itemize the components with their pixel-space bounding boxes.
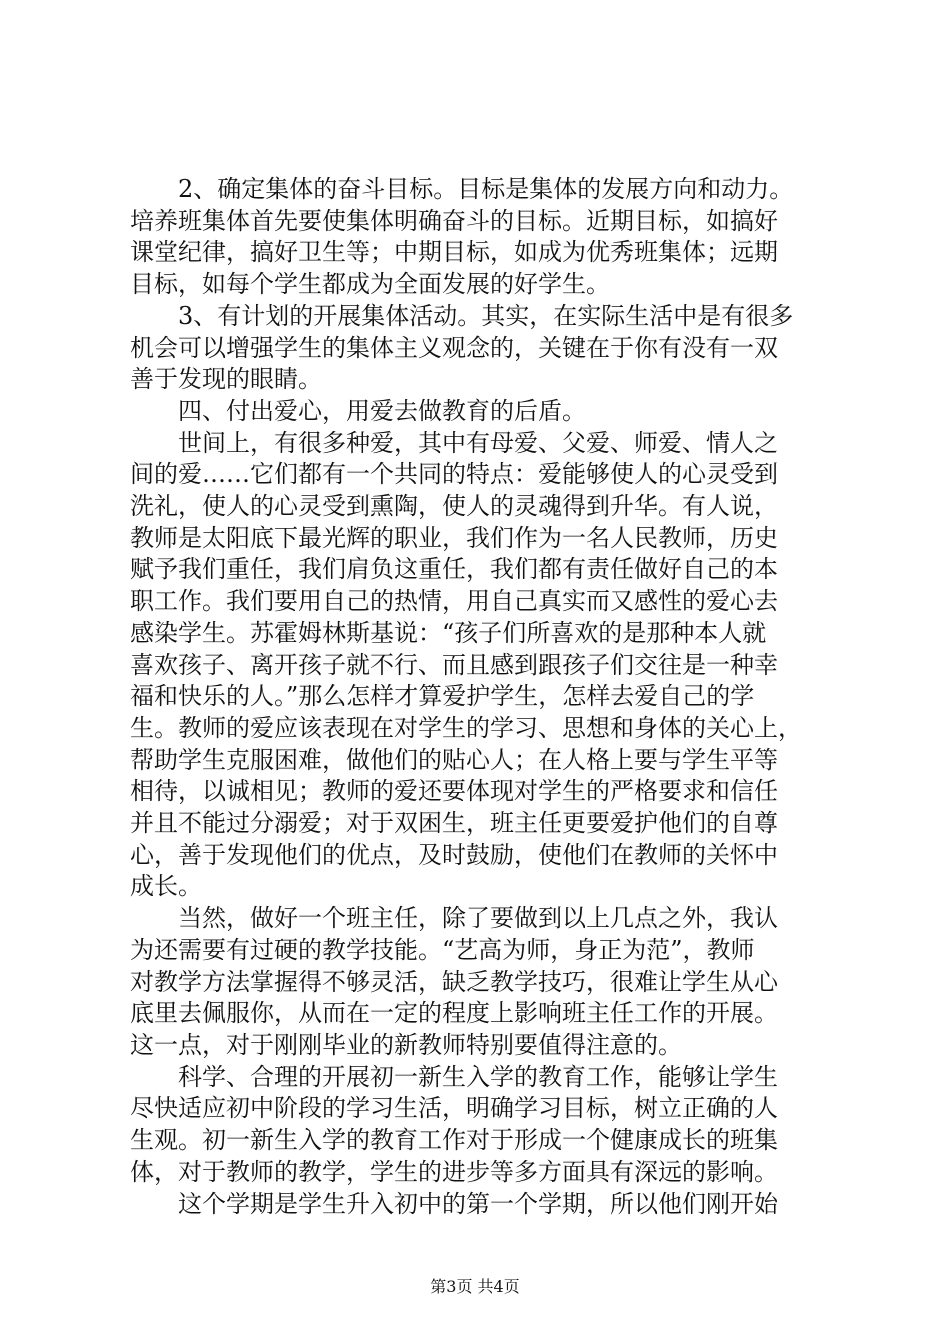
text-line: 赋予我们重任，我们肩负这重任，我们都有责任做好自己的本	[130, 555, 778, 584]
text-line: 目标，如每个学生都成为全面发展的好学生。	[130, 270, 610, 299]
paragraph	[130, 396, 830, 428]
paragraph	[130, 174, 830, 301]
paragraph	[130, 301, 830, 396]
body-text	[130, 174, 830, 1220]
paragraph	[130, 1189, 830, 1221]
text-line: 这个学期是学生升入初中的第一个学期，所以他们刚开始	[178, 1189, 778, 1218]
text-line: 3、有计划的开展集体活动。其实，在实际生活中是有很多	[178, 301, 794, 330]
text-line: 成长。	[130, 872, 202, 901]
text-line: 并且不能过分溺爱；对于双困生，班主任更要爱护他们的自尊	[130, 809, 778, 838]
text-line: 生。教师的爱应该表现在对学生的学习、思想和身体的关心上，	[130, 713, 802, 742]
text-line: 相待，以诚相见；教师的爱还要体现对学生的严格要求和信任	[130, 777, 778, 806]
text-line: 帮助学生克服困难，做他们的贴心人；在人格上要与学生平等	[130, 745, 778, 774]
text-line: 世间上，有很多种爱，其中有母爱、父爱、师爱、情人之	[178, 428, 778, 457]
text-line: 感染学生。苏霍姆林斯基说：“孩子们所喜欢的是那种本人就	[130, 618, 767, 647]
paragraph	[130, 903, 830, 1062]
text-line: 培养班集体首先要使集体明确奋斗的目标。近期目标，如搞好	[130, 206, 778, 235]
text-line: 职工作。我们要用自己的热情，用自己真实而又感性的爱心去	[130, 587, 778, 616]
text-line: 2、确定集体的奋斗目标。目标是集体的发展方向和动力。	[178, 175, 794, 203]
text-line: 尽快适应初中阶段的学习生活，明确学习目标，树立正确的人	[130, 1094, 778, 1123]
text-line: 科学、合理的开展初一新生入学的教育工作，能够让学生	[178, 1062, 778, 1091]
paragraph	[130, 1062, 830, 1189]
text-line: 四、付出爱心，用爱去做教育的后盾。	[178, 396, 586, 425]
text-line: 这一点，对于刚刚毕业的新教师特别要值得注意的。	[130, 1030, 682, 1059]
text-line: 当然，做好一个班主任，除了要做到以上几点之外，我认	[178, 904, 778, 933]
text-line: 课堂纪律，搞好卫生等；中期目标，如成为优秀班集体；远期	[130, 238, 778, 267]
text-line: 善于发现的眼睛。	[130, 365, 322, 394]
paragraph	[130, 428, 830, 904]
text-line: 对教学方法掌握得不够灵活，缺乏教学技巧，很难让学生从心	[130, 967, 778, 996]
page-footer: 第3页 共4页	[430, 1277, 520, 1296]
text-line: 底里去佩服你，从而在一定的程度上影响班主任工作的开展。	[130, 999, 778, 1028]
text-line: 间的爱……它们都有一个共同的特点：爱能够使人的心灵受到	[130, 460, 778, 489]
text-line: 生观。初一新生入学的教育工作对于形成一个健康成长的班集	[130, 1126, 778, 1155]
text-line: 洗礼，使人的心灵受到熏陶，使人的灵魂得到升华。有人说，	[130, 492, 778, 521]
text-line: 心，善于发现他们的优点，及时鼓励，使他们在教师的关怀中	[130, 840, 778, 869]
text-line: 体，对于教师的教学，学生的进步等多方面具有深远的影响。	[130, 1157, 778, 1186]
text-line: 为还需要有过硬的教学技能。“艺高为师，身正为范”，教师	[130, 935, 755, 964]
text-line: 教师是太阳底下最光辉的职业，我们作为一名人民教师，历史	[130, 523, 778, 552]
text-line: 喜欢孩子、离开孩子就不行、而且感到跟孩子们交往是一种幸	[130, 650, 778, 679]
text-line: 机会可以增强学生的集体主义观念的，关键在于你有没有一双	[130, 333, 778, 362]
text-line: 福和快乐的人。”那么怎样才算爱护学生，怎样去爱自己的学	[130, 682, 755, 711]
